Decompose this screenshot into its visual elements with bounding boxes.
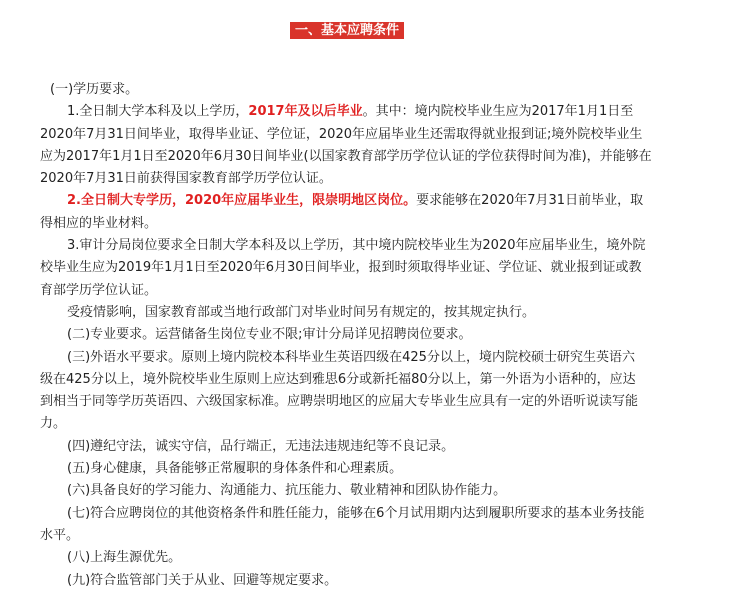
item-abilities: (六)具备良好的学习能力、沟通能力、抗压能力、敬业精神和团队协作能力。: [67, 483, 507, 499]
paragraph-2-line-2: 得相应的毕业材料。: [40, 215, 158, 231]
paragraph-3-line-1: 3.审计分局岗位要求全日制大学本科及以上学历，其中境内院校毕业生为2020年应届毕业生，境外院: [67, 238, 646, 254]
paragraph-1-line-1: [40, 101, 685, 123]
item-qualification-line-2: 水平。: [40, 527, 80, 543]
paragraph-4: 受疫情影响，国家教育部或当地行政部门对毕业时间另有规定的，按其规定执行。: [67, 304, 536, 320]
paragraph-1-line-3: 应为2017年1月1日至2020年6月30日间毕业(以国家教育部学历学位认证的学位获得时间为准)，并能够在: [40, 148, 652, 164]
item-regulation: (九)符合监管部门关于从业、回避等规定要求。: [67, 572, 338, 588]
item-qualification-line-1: (七)符合应聘岗位的其他资格条件和胜任能力，能够在6个月试用期内达到履职所要求的基本业务技能: [67, 505, 645, 521]
p2-text-post: 要求能够在2020年7月31日前毕业，取: [416, 193, 644, 209]
item-language-line-2: 级在425分以上，境外院校毕业生原则上应达到雅思6分或新托福80分以上，第一外语为小语种的，应达: [40, 371, 636, 387]
paragraph-3-line-2: 校毕业生应为2019年1月1日至2020年6月30日间毕业，报到时须取得毕业证、学位证、就业报到证或教: [40, 260, 642, 276]
item-language-line-3: 到相当于同等学历英语四、六级国家标准。应聘崇明地区的应届大专毕业生应具有一定的外语听说读写能: [40, 394, 639, 410]
heading-education: (一)学历要求。: [50, 82, 139, 97]
paragraph-1-line-4: 2020年7月31日前获得国家教育部学历学位认证。: [40, 171, 332, 187]
item-health: (五)身心健康，具备能够正常履职的身体条件和心理素质。: [67, 461, 403, 477]
p1-text-pre: 1.全日制大学本科及以上学历，: [67, 104, 249, 120]
p2-highlight: 2.全日制大专学历，2020年应届毕业生，限崇明地区岗位。: [67, 193, 417, 209]
section-banner: 一、基本应聘条件: [290, 22, 404, 39]
item-language-line-4: 力。: [40, 416, 67, 432]
paragraph-3-line-3: 育部学历学位认证。: [40, 282, 158, 298]
paragraph-1-line-2: 2020年7月31日间毕业，取得毕业证、学位证，2020年应届毕业生还需取得就业报到证;境外院校毕业生: [40, 126, 643, 142]
paragraph-2-line-1: [40, 190, 685, 212]
item-shanghai: (八)上海生源优先。: [67, 550, 182, 566]
item-law: (四)遵纪守法，诚实守信，品行端正，无违法违规违纪等不良记录。: [67, 438, 455, 454]
item-major: (二)专业要求。运营储备生岗位专业不限;审计分局详见招聘岗位要求。: [67, 327, 472, 343]
p1-highlight: 2017年及以后毕业: [248, 104, 363, 120]
conditions-body: [40, 79, 685, 592]
p1-text-post: 。其中：境内院校毕业生应为2017年1月1日至: [362, 104, 634, 120]
item-language-line-1: (三)外语水平要求。原则上境内院校本科毕业生英语四级在425分以上，境内院校硕士研究生英语六: [67, 349, 635, 365]
